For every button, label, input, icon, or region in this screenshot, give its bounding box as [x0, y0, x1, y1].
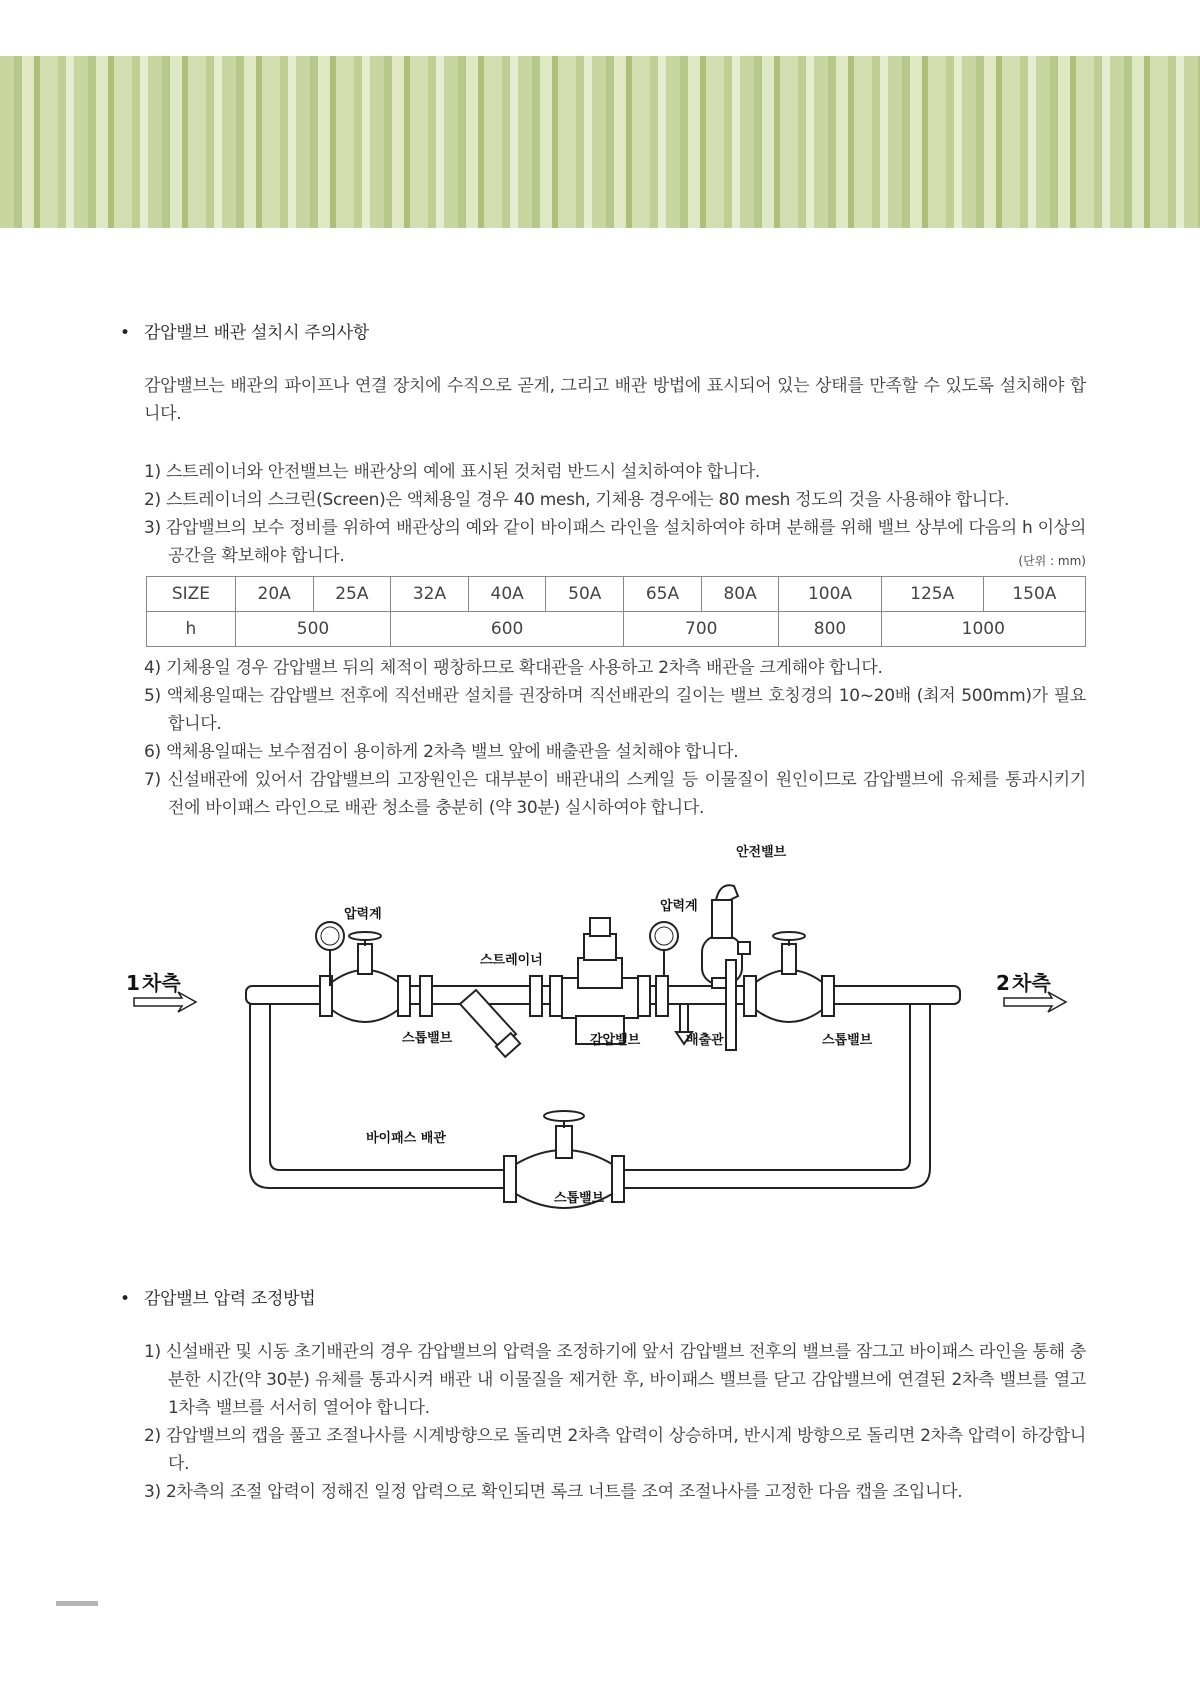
list-item: 3) 2차측의 조절 압력이 정해진 일정 압력으로 확인되면 록크 너트를 조여 조절나사를 고정한 다음 캡을 조입니다.: [144, 1482, 963, 1502]
table-cell: 80A: [701, 577, 779, 612]
label-primary-side-number: 1: [126, 971, 140, 995]
table-cell: 100A: [779, 577, 881, 612]
safety-valve: [702, 885, 750, 1050]
list-item: 7) 신설배관에 있어서 감압밸브의 고장원인은 대부분이 배관내의 스케일 등 이물질이 원인이므로 감압밸브에 유체를 통과시키기 전에 바이패스 라인으로 배관 청소를 충분히 (약 30분) 실시하여야 합니다.: [144, 770, 1086, 818]
secondary-arrow-icon: [1004, 992, 1066, 1012]
table-cell: 700: [624, 612, 779, 647]
list-item: 4) 기체용일 경우 감압밸브 뒤의 체적이 팽창하므로 확대관을 사용하고 2차측 배관을 크게해야 합니다.: [144, 658, 883, 678]
list-item: 5) 액체용일때는 감압밸브 전후에 직선배관 설치를 권장하며 직선배관의 길이는 밸브 호칭경의 10~20배 (최저 500mm)가 필요합니다.: [144, 686, 1086, 734]
section-title-text: 감압밸브 압력 조정방법: [144, 1289, 316, 1309]
table-cell: 50A: [546, 577, 624, 612]
intro-paragraph: 감압밸브는 배관의 파이프나 연결 장치에 수직으로 곧게, 그리고 배관 방법에 표시되어 있는 상태를 만족할 수 있도록 설치해야 합니다.: [144, 376, 1086, 424]
adjustment-list: [144, 1338, 1086, 1506]
label-strainer: 스트레이너: [480, 953, 543, 968]
table-row-size: [147, 577, 1086, 612]
list-item: 1) 스트레이너와 안전밸브는 배관상의 예에 표시된 것처럼 반드시 설치하여야 합니다.: [144, 462, 761, 482]
label-stop-valve-1: 스톱밸브: [402, 1031, 453, 1046]
section-title-adjustment: [120, 1284, 315, 1309]
pressure-reducing-valve: [550, 918, 650, 1044]
table-header-size: SIZE: [147, 577, 236, 612]
table-row-h: [147, 612, 1086, 647]
table-cell: 32A: [391, 577, 469, 612]
list-item: 2) 스트레이너의 스크린(Screen)은 액체용일 경우 40 mesh, 기체용 경우에는 80 mesh 정도의 것을 사용해야 합니다.: [144, 490, 1010, 510]
label-bypass-pipe: 바이패스 배관: [366, 1131, 446, 1146]
table-header-h: h: [147, 612, 236, 647]
piping-diagram: [120, 838, 1080, 1218]
clearance-table: [146, 576, 1086, 647]
label-primary-side: 차측: [142, 971, 181, 995]
label-drain-pipe: 배출관: [686, 1033, 724, 1048]
label-stop-valve-3: 스톱밸브: [554, 1191, 605, 1206]
table-cell: 40A: [468, 577, 546, 612]
unit-label: (단위 : mm): [1018, 554, 1086, 568]
label-secondary-side: 차측: [1012, 971, 1051, 995]
bullet: •: [120, 1289, 130, 1309]
label-pressure-gauge-2: 압력계: [660, 899, 698, 914]
table-cell: 800: [779, 612, 881, 647]
table-cell: 65A: [624, 577, 702, 612]
list-item: 1) 신설배관 및 시동 초기배관의 경우 감압밸브의 압력을 조정하기에 앞서 감압밸브 전후의 밸브를 잠그고 바이패스 라인을 통해 충분한 시간(약 30분) 유체를 통과시켜 배관 내 이물질을 제거한 후, 바이패스 밸브를 닫고 감압밸브에 연결된 2차측 밸브를 열고 1차측 밸브를 서서히 열어야 합니다.: [144, 1342, 1086, 1418]
section-title-installation: [120, 318, 369, 343]
table-cell: 1000: [881, 612, 1085, 647]
bullet: •: [120, 323, 130, 343]
primary-arrow-icon: [134, 992, 196, 1012]
stop-valve-2: [744, 932, 834, 1022]
installation-list-b: [144, 654, 1086, 822]
label-pressure-gauge-1: 압력계: [344, 907, 382, 922]
table-cell: 25A: [313, 577, 391, 612]
label-stop-valve-2: 스톱밸브: [822, 1033, 873, 1048]
header-banner: [0, 56, 1200, 228]
table-cell: 20A: [235, 577, 313, 612]
label-reducing-valve: 감압밸브: [590, 1033, 641, 1048]
section-title-text: 감압밸브 배관 설치시 주의사항: [144, 323, 369, 343]
label-safety-valve: 안전밸브: [736, 845, 787, 860]
page-footer-bar: [56, 1601, 98, 1606]
table-cell: 150A: [983, 577, 1085, 612]
label-secondary-side-number: 2: [996, 971, 1010, 995]
list-item: 6) 액체용일때는 보수점검이 용이하게 2차측 밸브 앞에 배출관을 설치해야 합니다.: [144, 742, 739, 762]
table-cell: 500: [235, 612, 390, 647]
list-item: 2) 감압밸브의 캡을 풀고 조절나사를 시계방향으로 돌리면 2차측 압력이 상승하며, 반시계 방향으로 돌리면 2차측 압력이 하강합니다.: [144, 1426, 1086, 1474]
installation-list-a: [144, 458, 1086, 570]
table-cell: 600: [391, 612, 624, 647]
list-item: 3) 감압밸브의 보수 정비를 위하여 배관상의 예와 같이 바이패스 라인을 설치하여야 하며 분해를 위해 밸브 상부에 다음의 h 이상의 공간을 확보해야 합니다.: [144, 518, 1086, 566]
table-cell: 125A: [881, 577, 983, 612]
